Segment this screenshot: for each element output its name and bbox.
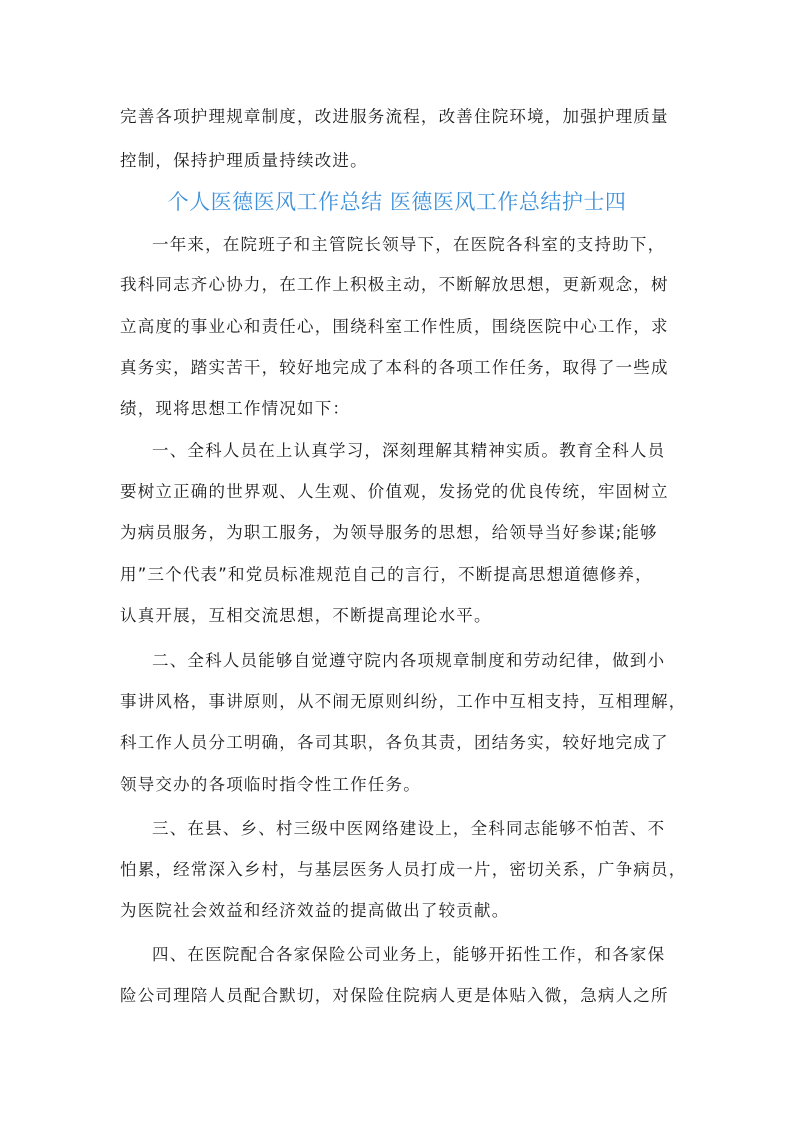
paragraph-line: 科工作人员分工明确，各司其职，各负其责，团结务实，较好地完成了	[120, 733, 669, 752]
paragraph-line: 为病员服务，为职工服务，为领导服务的思想，给领导当好参谋;能够	[120, 523, 658, 542]
paragraph-line: 险公司理陪人员配合默切，对保险住院病人更是体贴入微，急病人之所	[120, 986, 669, 1005]
paragraph-line: 绩，现将思想工作情况如下：	[120, 399, 351, 418]
paragraph-line: 三、在县、乡、村三级中医网络建设上，全科同志能够不怕苦、不	[152, 819, 666, 838]
paragraph-line: 四、在医院配合各家保险公司业务上，能够开拓性工作，和各家保	[152, 945, 666, 964]
paragraph-line: 要树立正确的世界观、人生观、价值观，发扬党的优良传统，牢固树立	[120, 482, 669, 501]
paragraph-line: 一年来，在院班子和主管院长领导下，在医院各科室的支持助下，	[152, 235, 666, 254]
section-title: 个人医德医风工作总结 医德医风工作总结护士四	[167, 190, 627, 214]
paragraph-line: 立高度的事业心和责任心，围绕科室工作性质，围绕医院中心工作，求	[120, 317, 669, 336]
paragraph-line: 怕累，经常深入乡村，与基层医务人员打成一片，密切关系，广争病员，	[120, 860, 687, 879]
paragraph-line: 认真开展，互相交流思想，不断提高理论水平。	[120, 606, 492, 625]
paragraph-line: 事讲风格，事讲原则，从不闹无原则纠纷，工作中互相支持，互相理解，	[120, 692, 687, 711]
paragraph-line: 领导交办的各项临时指令性工作任务。	[120, 775, 421, 794]
paragraph-line: 为医院社会效益和经济效益的提高做出了较贡献。	[120, 901, 510, 920]
intro-line: 控制，保持护理质量持续改进。	[120, 151, 368, 170]
paragraph-line: 真务实，踏实苦干，较好地完成了本科的各项工作任务，取得了一些成	[120, 358, 669, 377]
paragraph-line: 一、全科人员在上认真学习，深刻理解其精神实质。教育全科人员	[152, 441, 666, 460]
intro-line: 完善各项护理规章制度，改进服务流程，改善住院环境，加强护理质量	[120, 107, 669, 126]
paragraph-line: 二、全科人员能够自觉遵守院内各项规章制度和劳动纪律，做到小	[152, 651, 666, 670]
paragraph-line: 用”三个代表”和党员标准规范自己的言行，不断提高思想道德修养，	[120, 565, 653, 584]
paragraph-line: 我科同志齐心协力，在工作上积极主动，不断解放思想，更新观念，树	[120, 275, 669, 294]
